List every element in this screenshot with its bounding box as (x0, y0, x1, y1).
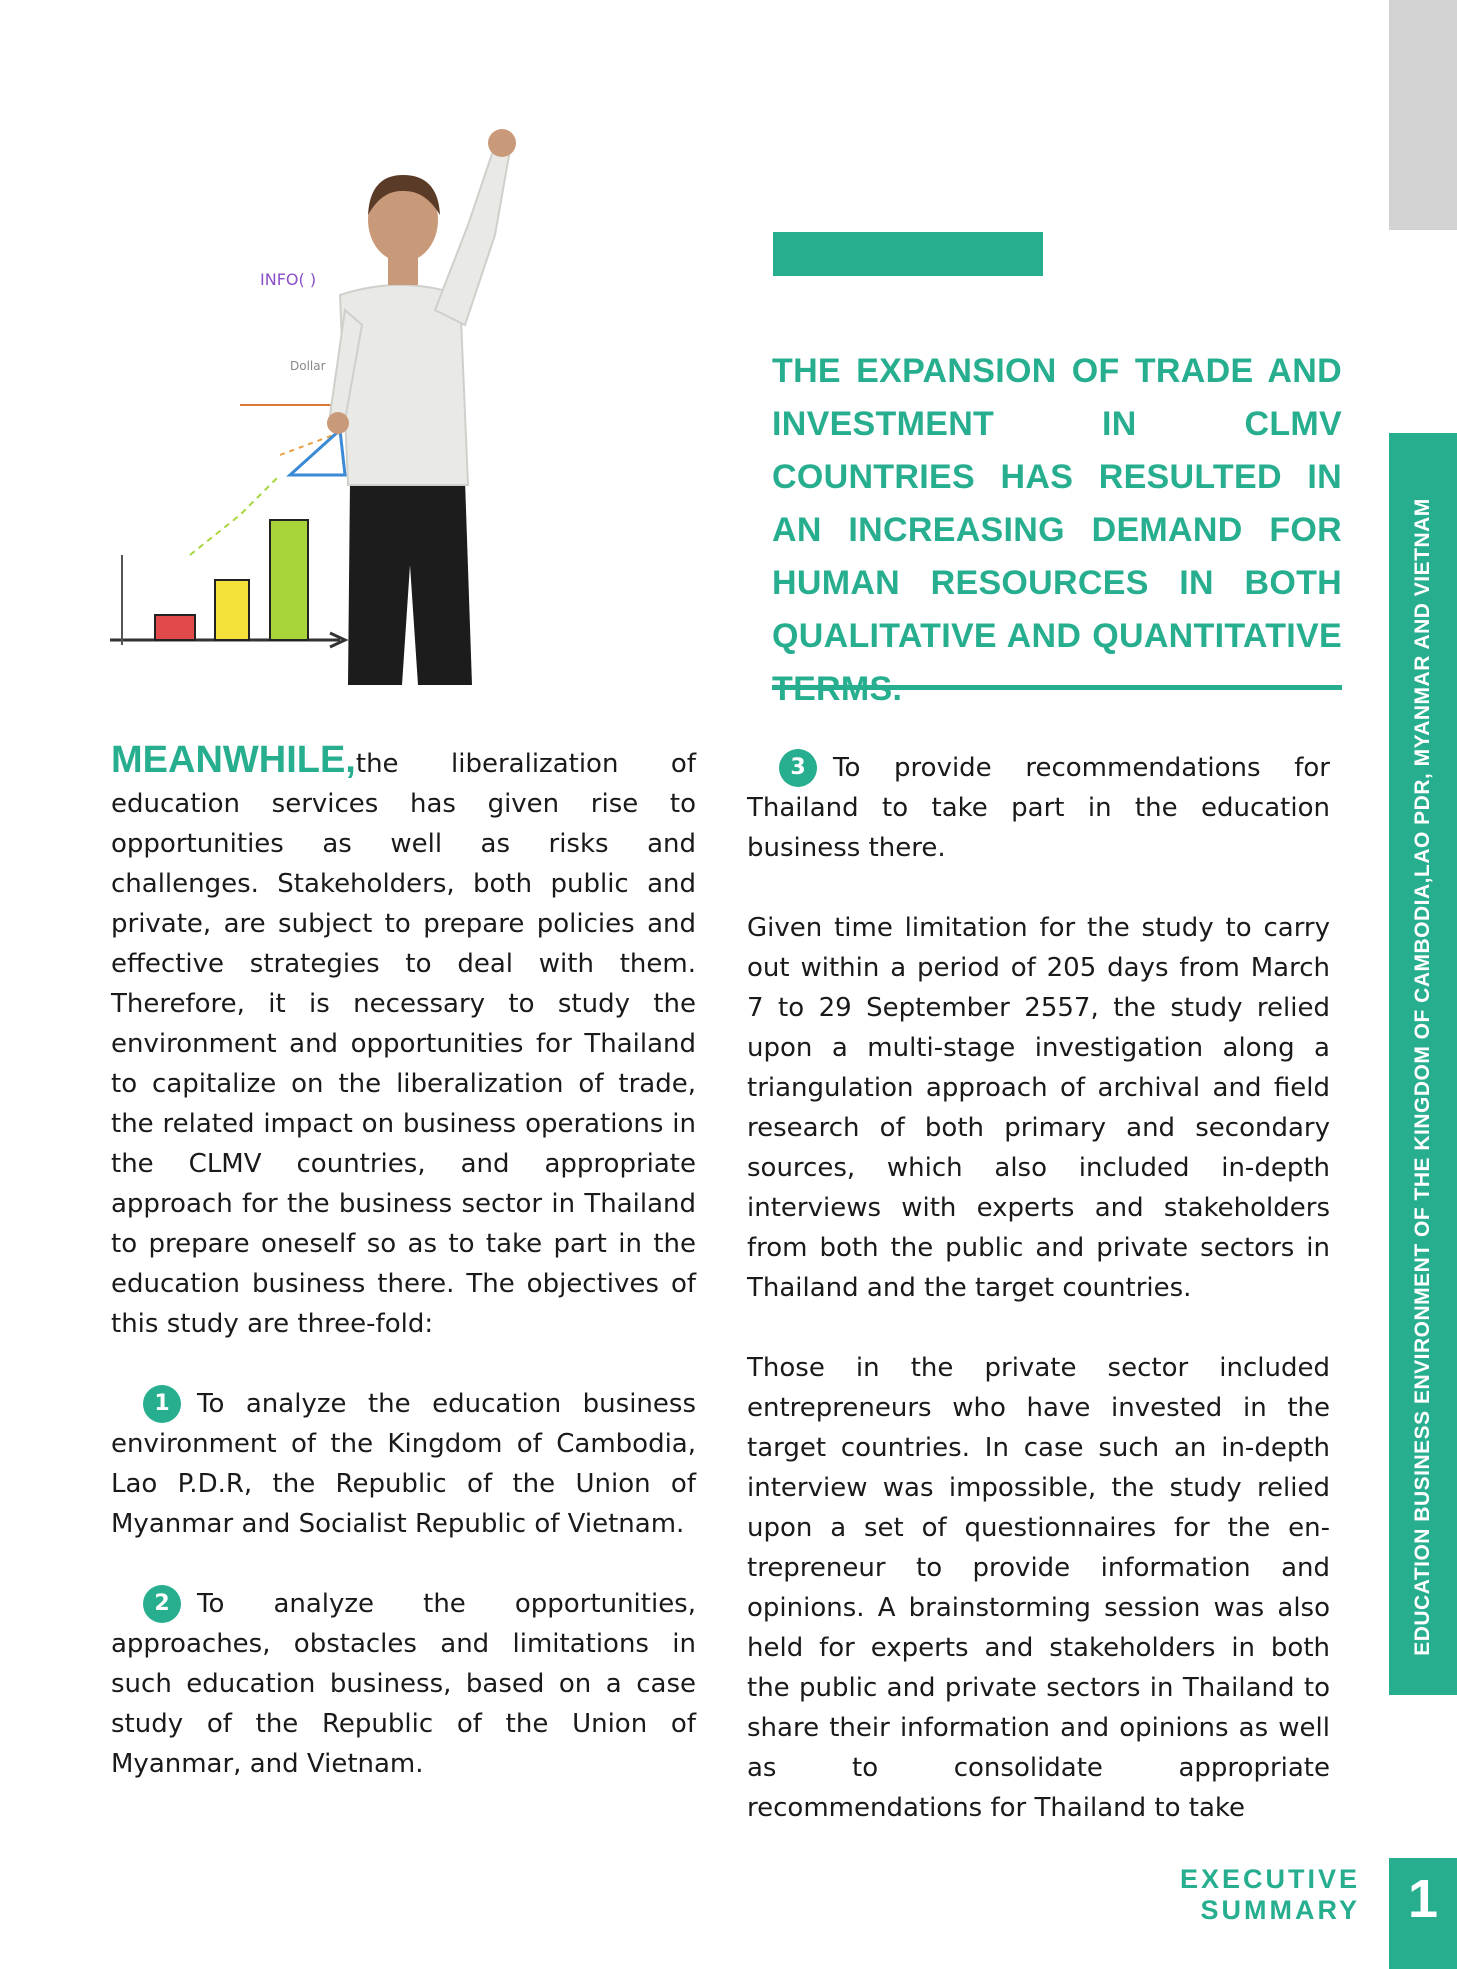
accent-bar (773, 232, 1043, 276)
running-header: EDUCATION BUSINESS ENVIRONMENT OF THE KINGDOM OF CAMBODIA,LAO PDR, MYANMAR AND VIETNAM (1411, 498, 1434, 1656)
intro-paragraph (111, 740, 696, 1344)
right-column (747, 748, 1330, 1828)
side-tab-gray (1389, 0, 1457, 230)
page-number-box (1389, 1858, 1457, 1969)
objective-1 (111, 1384, 696, 1544)
page-number: 1 (1407, 1869, 1439, 1929)
footer-label: EXECUTIVE SUMMARY (1179, 1864, 1360, 1925)
sketch-label-info: INFO( ) (260, 270, 317, 289)
private-sector-paragraph: Those in the private sector included entrepreneurs who have invested in the target countries. In case such an in-depth interview was impossible, the study relied upon a set of questionnaires for the en-trepreneur to provide information and opinions. A brainstorming session was also held for experts and stakeholders in both the public and private sectors in Thailand to share their information and opinions as well as to consolidate appropriate recommendations for Thailand to take (747, 1353, 1330, 1823)
objective-3-text: To provide recommendations for Thailand to take part in the education business there. (747, 753, 1330, 863)
objective-2-text: To analyze the opportunities, approaches, obstacles and limitations in such education business, based on a case study of the Republic of the Union of Myanmar, and Vietnam. (111, 1589, 696, 1779)
objective-3 (747, 748, 1330, 868)
study-method-paragraph: Given time limitation for the study to carry out within a period of 205 days from March 7 to 29 September 2557, the study relied upon a multi-stage investigation along a triangulation approach of archival and field research of both primary and secondary sources, which also included in-depth interviews with experts and stakeholders from both the public and private sectors in Thailand and the target countries. (747, 913, 1330, 1303)
number-badge: 1 (143, 1385, 181, 1423)
lead-word: MEANWHILE, (111, 739, 356, 781)
left-column (111, 740, 696, 1784)
intro-text: the liberalization of education services has given rise to opportunities as well as risks and challenges. Stakeholders, both public and private, are subject to prepare policies and effective strategies to deal with them. Therefore, it is necessary to study the environment and opportunities for Thailand to capitalize on the liberalization of trade, the related impact on business operations in the CLMV countries, and appropriate approach for the business sector in Thailand to prepare oneself so as to take part in the education business there. The objectives of this study are three-fold: (111, 749, 696, 1339)
objective-2 (111, 1584, 696, 1784)
pull-quote: THE EXPANSION OF TRADE AND INVESTMENT IN CLMV COUNTRIES HAS RESULTED IN AN INCREASING DEMAND FOR HUMAN RESOURCES IN BOTH QUALITATIVE AND QUANTITATIVE (772, 352, 1342, 655)
sketch-label-dollar: Dollar (290, 359, 326, 373)
divider (772, 685, 1342, 690)
businessman-drawing-chart-illustration (100, 125, 705, 685)
objective-1-text: To analyze the education business environment of the Kingdom of Cambodia, Lao P.D.R, the Republic of the Union of Myanmar and Socialist Republic of Vietnam. (111, 1389, 696, 1539)
number-badge: 2 (143, 1585, 181, 1623)
number-badge: 3 (779, 749, 817, 787)
